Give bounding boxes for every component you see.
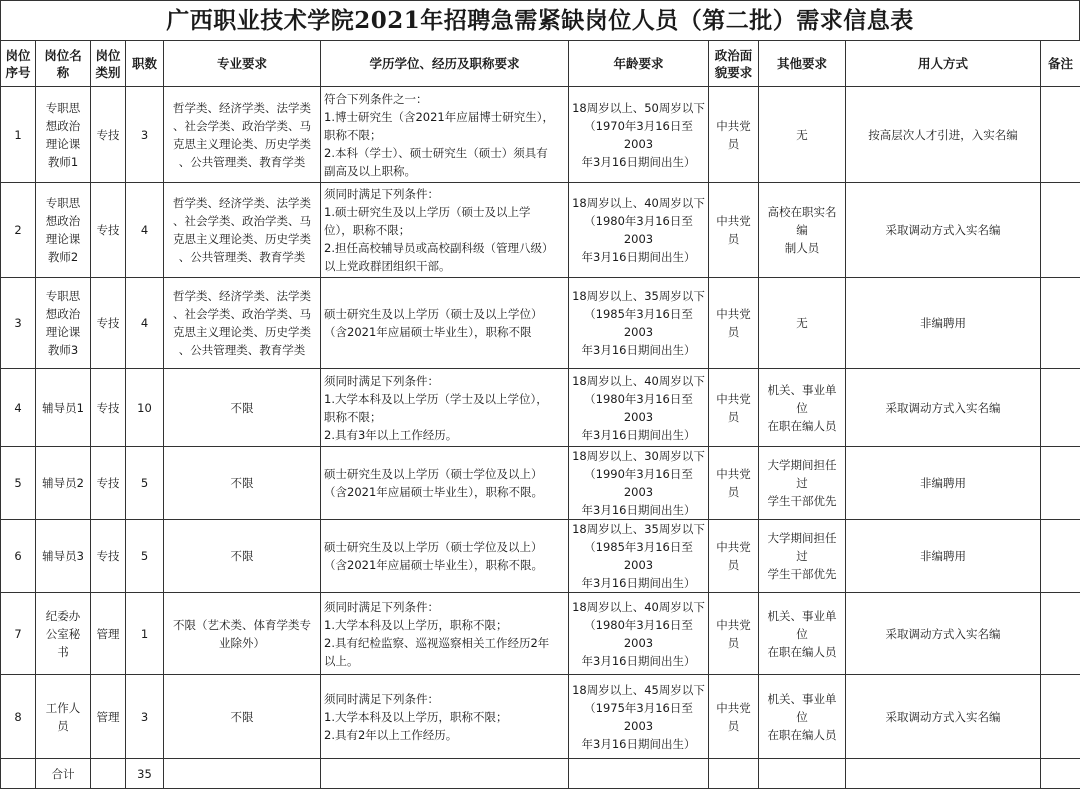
cell-education: 须同时满足下列条件： 1.硕士研究生及以上学历（硕士及以上学 位），职称不限； 2.担任高校辅导员或高校副科级（管理八级） 以上党政群团组织干部。 xyxy=(321,183,569,278)
total-seq-blank xyxy=(1,759,36,789)
total-row xyxy=(1,759,1080,789)
header-name: 岗位名 称 xyxy=(36,41,91,87)
page-title: 广西职业技术学院2021年招聘急需紧缺岗位人员（第二批）需求信息表 xyxy=(0,0,1080,40)
cell-remark xyxy=(1041,369,1080,447)
cell-political: 中共党 员 xyxy=(709,87,759,183)
cell-education: 符合下列条件之一： 1.博士研究生（含2021年应届博士研究生）， 职称不限； 2.本科（学士）、硕士研究生（硕士）须具有 副高及以上职称。 xyxy=(321,87,569,183)
cell-age: 18周岁以上、30周岁以下 （1990年3月16日至2003 年3月16日期间出生） xyxy=(569,447,709,520)
total-other-blank xyxy=(759,759,846,789)
cell-employment: 按高层次人才引进，入实名编 xyxy=(846,87,1041,183)
cell-age: 18周岁以上、40周岁以下 （1980年3月16日至2003 年3月16日期间出生） xyxy=(569,593,709,675)
header-major: 专业要求 xyxy=(164,41,321,87)
cell-count: 10 xyxy=(126,369,164,447)
cell-other: 无 xyxy=(759,278,846,369)
table-row xyxy=(1,183,1080,278)
cell-seq: 8 xyxy=(1,675,36,759)
cell-other: 机关、事业单位 在职在编人员 xyxy=(759,593,846,675)
table-row xyxy=(1,278,1080,369)
cell-age: 18周岁以上、35周岁以下 （1985年3月16日至2003 年3月16日期间出生） xyxy=(569,278,709,369)
cell-age: 18周岁以上、45周岁以下 （1975年3月16日至2003 年3月16日期间出生） xyxy=(569,675,709,759)
cell-name: 辅导员2 xyxy=(36,447,91,520)
cell-count: 3 xyxy=(126,87,164,183)
cell-name: 辅导员1 xyxy=(36,369,91,447)
cell-count: 4 xyxy=(126,183,164,278)
cell-political: 中共党 员 xyxy=(709,278,759,369)
cell-age: 18周岁以上、35周岁以下 （1985年3月16日至2003 年3月16日期间出生） xyxy=(569,520,709,593)
total-age-blank xyxy=(569,759,709,789)
table-row xyxy=(1,520,1080,593)
cell-category: 专技 xyxy=(91,87,126,183)
cell-seq: 2 xyxy=(1,183,36,278)
cell-employment: 采取调动方式入实名编 xyxy=(846,593,1041,675)
cell-category: 专技 xyxy=(91,183,126,278)
cell-category: 专技 xyxy=(91,520,126,593)
cell-name: 专职思 想政治 理论课 教师2 xyxy=(36,183,91,278)
cell-education: 硕士研究生及以上学历（硕士学位及以上） （含2021年应届硕士毕业生），职称不限。 xyxy=(321,520,569,593)
cell-political: 中共党 员 xyxy=(709,447,759,520)
cell-count: 4 xyxy=(126,278,164,369)
cell-name: 专职思 想政治 理论课 教师1 xyxy=(36,87,91,183)
cell-remark xyxy=(1041,675,1080,759)
cell-major: 哲学类、经济学类、法学类 、社会学类、政治学类、马 克思主义理论类、历史学类 、公共管理类、教育学类 xyxy=(164,183,321,278)
table-row xyxy=(1,369,1080,447)
cell-employment: 非编聘用 xyxy=(846,447,1041,520)
cell-education: 须同时满足下列条件： 1.大学本科及以上学历（学士及以上学位）， 职称不限； 2.具有3年以上工作经历。 xyxy=(321,369,569,447)
cell-employment: 非编聘用 xyxy=(846,520,1041,593)
header-row xyxy=(1,41,1080,87)
cell-name: 工作人 员 xyxy=(36,675,91,759)
cell-age: 18周岁以上、50周岁以下 （1970年3月16日至2003 年3月16日期间出生） xyxy=(569,87,709,183)
header-political: 政治面 貌要求 xyxy=(709,41,759,87)
cell-other: 大学期间担任过 学生干部优先 xyxy=(759,520,846,593)
cell-remark xyxy=(1041,278,1080,369)
cell-remark xyxy=(1041,183,1080,278)
cell-other: 机关、事业单位 在职在编人员 xyxy=(759,675,846,759)
cell-category: 专技 xyxy=(91,278,126,369)
cell-other: 机关、事业单位 在职在编人员 xyxy=(759,369,846,447)
total-political-blank xyxy=(709,759,759,789)
header-category: 岗位 类别 xyxy=(91,41,126,87)
total-count: 35 xyxy=(126,759,164,789)
cell-major: 哲学类、经济学类、法学类 、社会学类、政治学类、马 克思主义理论类、历史学类 、公共管理类、教育学类 xyxy=(164,87,321,183)
header-other: 其他要求 xyxy=(759,41,846,87)
header-seq: 岗位 序号 xyxy=(1,41,36,87)
cell-category: 管理 xyxy=(91,593,126,675)
cell-education: 硕士研究生及以上学历（硕士学位及以上） （含2021年应届硕士毕业生），职称不限。 xyxy=(321,447,569,520)
cell-count: 5 xyxy=(126,520,164,593)
cell-name: 纪委办 公室秘 书 xyxy=(36,593,91,675)
cell-political: 中共党 员 xyxy=(709,369,759,447)
table-row xyxy=(1,87,1080,183)
cell-education: 须同时满足下列条件： 1.大学本科及以上学历，职称不限； 2.具有纪检监察、巡视巡察相关工作经历2年 以上。 xyxy=(321,593,569,675)
cell-count: 5 xyxy=(126,447,164,520)
cell-major: 不限（艺术类、体育学类专 业除外） xyxy=(164,593,321,675)
table-row xyxy=(1,675,1080,759)
cell-seq: 6 xyxy=(1,520,36,593)
cell-category: 专技 xyxy=(91,447,126,520)
cell-remark xyxy=(1041,87,1080,183)
table-row xyxy=(1,447,1080,520)
cell-education: 须同时满足下列条件： 1.大学本科及以上学历，职称不限； 2.具有2年以上工作经历。 xyxy=(321,675,569,759)
total-employment-blank xyxy=(846,759,1041,789)
cell-seq: 1 xyxy=(1,87,36,183)
table-row xyxy=(1,593,1080,675)
cell-name: 专职思 想政治 理论课 教师3 xyxy=(36,278,91,369)
total-remark-blank xyxy=(1041,759,1080,789)
cell-seq: 7 xyxy=(1,593,36,675)
cell-count: 3 xyxy=(126,675,164,759)
cell-major: 不限 xyxy=(164,675,321,759)
cell-major: 哲学类、经济学类、法学类 、社会学类、政治学类、马 克思主义理论类、历史学类 、公共管理类、教育学类 xyxy=(164,278,321,369)
cell-name: 辅导员3 xyxy=(36,520,91,593)
cell-remark xyxy=(1041,447,1080,520)
cell-major: 不限 xyxy=(164,369,321,447)
cell-age: 18周岁以上、40周岁以下 （1980年3月16日至2003 年3月16日期间出生） xyxy=(569,369,709,447)
cell-political: 中共党 员 xyxy=(709,520,759,593)
cell-remark xyxy=(1041,520,1080,593)
total-major-blank xyxy=(164,759,321,789)
cell-age: 18周岁以上、40周岁以下 （1980年3月16日至2003 年3月16日期间出生） xyxy=(569,183,709,278)
cell-employment: 采取调动方式入实名编 xyxy=(846,183,1041,278)
cell-employment: 采取调动方式入实名编 xyxy=(846,369,1041,447)
cell-category: 管理 xyxy=(91,675,126,759)
cell-other: 无 xyxy=(759,87,846,183)
cell-seq: 4 xyxy=(1,369,36,447)
cell-major: 不限 xyxy=(164,520,321,593)
cell-category: 专技 xyxy=(91,369,126,447)
cell-seq: 3 xyxy=(1,278,36,369)
cell-employment: 采取调动方式入实名编 xyxy=(846,675,1041,759)
header-remark: 备注 xyxy=(1041,41,1080,87)
cell-political: 中共党 员 xyxy=(709,183,759,278)
total-category-blank xyxy=(91,759,126,789)
cell-education: 硕士研究生及以上学历（硕士及以上学位） （含2021年应届硕士毕业生），职称不限 xyxy=(321,278,569,369)
header-education: 学历学位、经历及职称要求 xyxy=(321,41,569,87)
cell-seq: 5 xyxy=(1,447,36,520)
cell-count: 1 xyxy=(126,593,164,675)
cell-remark xyxy=(1041,593,1080,675)
cell-political: 中共党 员 xyxy=(709,675,759,759)
cell-employment: 非编聘用 xyxy=(846,278,1041,369)
cell-major: 不限 xyxy=(164,447,321,520)
header-age: 年龄要求 xyxy=(569,41,709,87)
cell-political: 中共党 员 xyxy=(709,593,759,675)
cell-other: 高校在职实名编 制人员 xyxy=(759,183,846,278)
total-education-blank xyxy=(321,759,569,789)
header-employment: 用人方式 xyxy=(846,41,1041,87)
header-count: 职数 xyxy=(126,41,164,87)
total-label: 合计 xyxy=(36,759,91,789)
recruitment-table xyxy=(0,40,1080,789)
cell-other: 大学期间担任过 学生干部优先 xyxy=(759,447,846,520)
